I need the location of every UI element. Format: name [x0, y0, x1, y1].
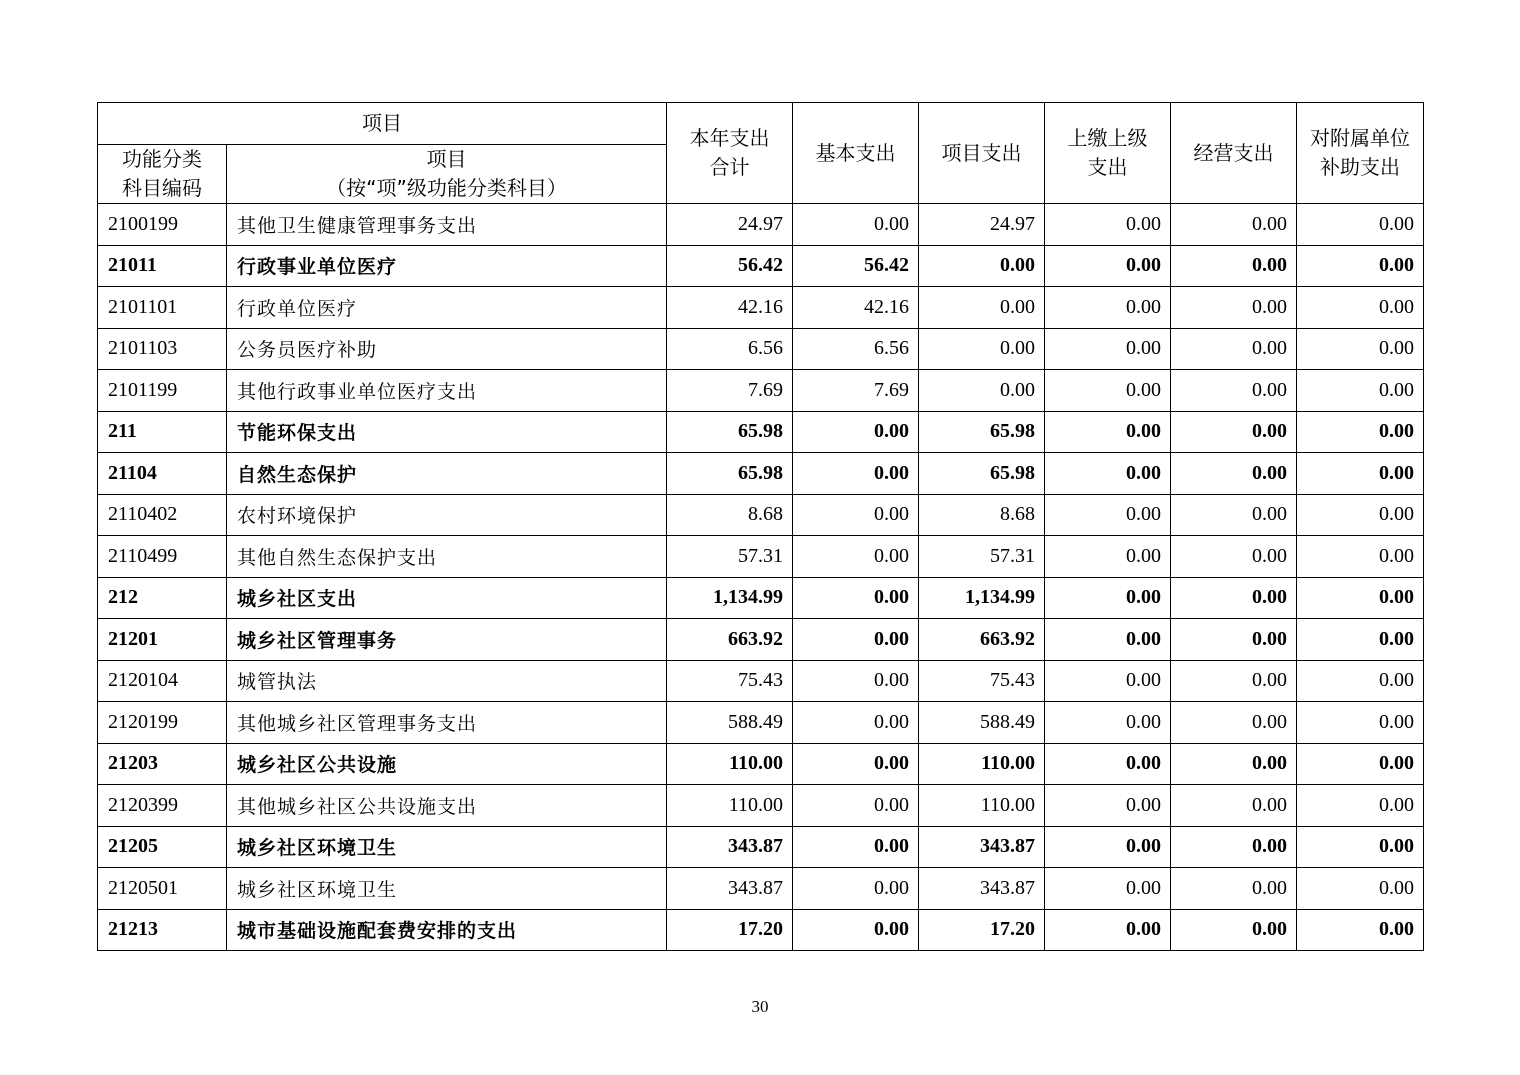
cell-business: 0.00	[1171, 743, 1297, 785]
cell-name: 其他城乡社区公共设施支出	[227, 785, 667, 827]
cell-business: 0.00	[1171, 826, 1297, 868]
cell-name: 其他卫生健康管理事务支出	[227, 204, 667, 246]
cell-total: 6.56	[667, 328, 793, 370]
cell-name: 其他行政事业单位医疗支出	[227, 370, 667, 412]
cell-upper: 0.00	[1045, 868, 1171, 910]
cell-basic: 0.00	[793, 702, 919, 744]
table-row	[98, 826, 1424, 868]
expenditure-table	[97, 102, 1424, 951]
cell-name: 公务员医疗补助	[227, 328, 667, 370]
cell-business: 0.00	[1171, 494, 1297, 536]
cell-total: 7.69	[667, 370, 793, 412]
cell-upper: 0.00	[1045, 785, 1171, 827]
cell-subsidy: 0.00	[1297, 826, 1424, 868]
cell-project: 65.98	[919, 453, 1045, 495]
cell-project: 0.00	[919, 370, 1045, 412]
cell-code: 2110402	[98, 494, 227, 536]
cell-business: 0.00	[1171, 785, 1297, 827]
cell-project: 0.00	[919, 287, 1045, 329]
table-row	[98, 743, 1424, 785]
cell-code: 21104	[98, 453, 227, 495]
cell-subsidy: 0.00	[1297, 287, 1424, 329]
table-row	[98, 245, 1424, 287]
cell-subsidy: 0.00	[1297, 660, 1424, 702]
cell-name: 城市基础设施配套费安排的支出	[227, 909, 667, 951]
cell-upper: 0.00	[1045, 702, 1171, 744]
cell-code: 2110499	[98, 536, 227, 578]
cell-code: 2101103	[98, 328, 227, 370]
cell-project: 0.00	[919, 245, 1045, 287]
cell-business: 0.00	[1171, 287, 1297, 329]
table-row	[98, 702, 1424, 744]
cell-upper: 0.00	[1045, 287, 1171, 329]
cell-upper: 0.00	[1045, 619, 1171, 661]
cell-upper: 0.00	[1045, 453, 1171, 495]
cell-upper: 0.00	[1045, 660, 1171, 702]
cell-code: 212	[98, 577, 227, 619]
cell-total: 343.87	[667, 868, 793, 910]
table-row	[98, 785, 1424, 827]
cell-subsidy: 0.00	[1297, 245, 1424, 287]
expenditure-table-container	[97, 102, 1423, 951]
cell-upper: 0.00	[1045, 245, 1171, 287]
cell-business: 0.00	[1171, 909, 1297, 951]
cell-code: 21205	[98, 826, 227, 868]
cell-name: 行政单位医疗	[227, 287, 667, 329]
cell-basic: 0.00	[793, 411, 919, 453]
cell-business: 0.00	[1171, 868, 1297, 910]
cell-subsidy: 0.00	[1297, 909, 1424, 951]
header-code: 功能分类 科目编码	[98, 145, 227, 204]
cell-business: 0.00	[1171, 245, 1297, 287]
cell-upper: 0.00	[1045, 577, 1171, 619]
cell-subsidy: 0.00	[1297, 743, 1424, 785]
cell-business: 0.00	[1171, 577, 1297, 619]
cell-code: 2120104	[98, 660, 227, 702]
table-row	[98, 494, 1424, 536]
cell-name: 农村环境保护	[227, 494, 667, 536]
cell-business: 0.00	[1171, 328, 1297, 370]
cell-upper: 0.00	[1045, 370, 1171, 412]
table-row	[98, 536, 1424, 578]
cell-name: 城乡社区环境卫生	[227, 826, 667, 868]
cell-upper: 0.00	[1045, 204, 1171, 246]
cell-upper: 0.00	[1045, 743, 1171, 785]
cell-total: 663.92	[667, 619, 793, 661]
cell-subsidy: 0.00	[1297, 536, 1424, 578]
table-row	[98, 868, 1424, 910]
header-name: 项目 （按“项”级功能分类科目）	[227, 145, 667, 204]
cell-project: 17.20	[919, 909, 1045, 951]
cell-total: 8.68	[667, 494, 793, 536]
cell-name: 行政事业单位医疗	[227, 245, 667, 287]
cell-name: 节能环保支出	[227, 411, 667, 453]
cell-basic: 0.00	[793, 660, 919, 702]
cell-basic: 7.69	[793, 370, 919, 412]
cell-name: 城乡社区管理事务	[227, 619, 667, 661]
table-row	[98, 619, 1424, 661]
cell-total: 65.98	[667, 453, 793, 495]
header-project: 项目支出	[919, 103, 1045, 204]
header-total: 本年支出 合计	[667, 103, 793, 204]
cell-project: 24.97	[919, 204, 1045, 246]
cell-subsidy: 0.00	[1297, 204, 1424, 246]
cell-subsidy: 0.00	[1297, 785, 1424, 827]
cell-code: 21201	[98, 619, 227, 661]
cell-name: 城乡社区公共设施	[227, 743, 667, 785]
cell-name: 自然生态保护	[227, 453, 667, 495]
cell-project: 57.31	[919, 536, 1045, 578]
cell-total: 343.87	[667, 826, 793, 868]
cell-project: 8.68	[919, 494, 1045, 536]
cell-subsidy: 0.00	[1297, 577, 1424, 619]
cell-basic: 0.00	[793, 909, 919, 951]
cell-project: 110.00	[919, 743, 1045, 785]
cell-basic: 0.00	[793, 494, 919, 536]
cell-business: 0.00	[1171, 660, 1297, 702]
cell-subsidy: 0.00	[1297, 702, 1424, 744]
cell-code: 2120501	[98, 868, 227, 910]
cell-code: 2101199	[98, 370, 227, 412]
cell-subsidy: 0.00	[1297, 453, 1424, 495]
cell-business: 0.00	[1171, 702, 1297, 744]
cell-code: 21213	[98, 909, 227, 951]
cell-basic: 0.00	[793, 826, 919, 868]
cell-basic: 0.00	[793, 619, 919, 661]
table-row	[98, 909, 1424, 951]
cell-upper: 0.00	[1045, 411, 1171, 453]
cell-business: 0.00	[1171, 453, 1297, 495]
cell-name: 城乡社区支出	[227, 577, 667, 619]
cell-project: 0.00	[919, 328, 1045, 370]
cell-code: 21011	[98, 245, 227, 287]
cell-name: 城管执法	[227, 660, 667, 702]
cell-basic: 0.00	[793, 453, 919, 495]
cell-subsidy: 0.00	[1297, 328, 1424, 370]
cell-project: 343.87	[919, 826, 1045, 868]
cell-total: 65.98	[667, 411, 793, 453]
table-row	[98, 204, 1424, 246]
cell-upper: 0.00	[1045, 536, 1171, 578]
cell-basic: 0.00	[793, 785, 919, 827]
cell-subsidy: 0.00	[1297, 370, 1424, 412]
cell-upper: 0.00	[1045, 826, 1171, 868]
table-row	[98, 411, 1424, 453]
table-row	[98, 287, 1424, 329]
cell-name: 城乡社区环境卫生	[227, 868, 667, 910]
cell-business: 0.00	[1171, 536, 1297, 578]
cell-upper: 0.00	[1045, 494, 1171, 536]
cell-total: 110.00	[667, 785, 793, 827]
cell-basic: 0.00	[793, 868, 919, 910]
cell-name: 其他城乡社区管理事务支出	[227, 702, 667, 744]
cell-total: 17.20	[667, 909, 793, 951]
cell-upper: 0.00	[1045, 909, 1171, 951]
cell-total: 588.49	[667, 702, 793, 744]
cell-basic: 0.00	[793, 743, 919, 785]
cell-subsidy: 0.00	[1297, 619, 1424, 661]
cell-subsidy: 0.00	[1297, 494, 1424, 536]
cell-basic: 0.00	[793, 536, 919, 578]
cell-code: 21203	[98, 743, 227, 785]
cell-project: 588.49	[919, 702, 1045, 744]
cell-business: 0.00	[1171, 370, 1297, 412]
page-number: 30	[751, 997, 769, 1016]
cell-total: 57.31	[667, 536, 793, 578]
table-row	[98, 370, 1424, 412]
cell-basic: 6.56	[793, 328, 919, 370]
cell-basic: 0.00	[793, 204, 919, 246]
table-row	[98, 577, 1424, 619]
cell-project: 663.92	[919, 619, 1045, 661]
header-item-group: 项目	[98, 103, 667, 145]
cell-project: 110.00	[919, 785, 1045, 827]
header-upper: 上缴上级 支出	[1045, 103, 1171, 204]
cell-basic: 56.42	[793, 245, 919, 287]
header-business: 经营支出	[1171, 103, 1297, 204]
cell-total: 24.97	[667, 204, 793, 246]
table-row	[98, 453, 1424, 495]
cell-total: 75.43	[667, 660, 793, 702]
cell-code: 2101101	[98, 287, 227, 329]
cell-total: 110.00	[667, 743, 793, 785]
cell-business: 0.00	[1171, 619, 1297, 661]
cell-project: 1,134.99	[919, 577, 1045, 619]
cell-subsidy: 0.00	[1297, 868, 1424, 910]
cell-business: 0.00	[1171, 411, 1297, 453]
table-row	[98, 660, 1424, 702]
cell-total: 1,134.99	[667, 577, 793, 619]
cell-subsidy: 0.00	[1297, 411, 1424, 453]
cell-basic: 0.00	[793, 577, 919, 619]
cell-project: 75.43	[919, 660, 1045, 702]
cell-total: 56.42	[667, 245, 793, 287]
cell-business: 0.00	[1171, 204, 1297, 246]
cell-total: 42.16	[667, 287, 793, 329]
header-subsidy: 对附属单位 补助支出	[1297, 103, 1424, 204]
cell-upper: 0.00	[1045, 328, 1171, 370]
table-row	[98, 328, 1424, 370]
cell-code: 2120199	[98, 702, 227, 744]
header-basic: 基本支出	[793, 103, 919, 204]
cell-basic: 42.16	[793, 287, 919, 329]
cell-project: 65.98	[919, 411, 1045, 453]
table-header	[98, 103, 1424, 204]
cell-name: 其他自然生态保护支出	[227, 536, 667, 578]
cell-code: 2120399	[98, 785, 227, 827]
cell-project: 343.87	[919, 868, 1045, 910]
cell-code: 211	[98, 411, 227, 453]
cell-code: 2100199	[98, 204, 227, 246]
table-body	[98, 204, 1424, 951]
